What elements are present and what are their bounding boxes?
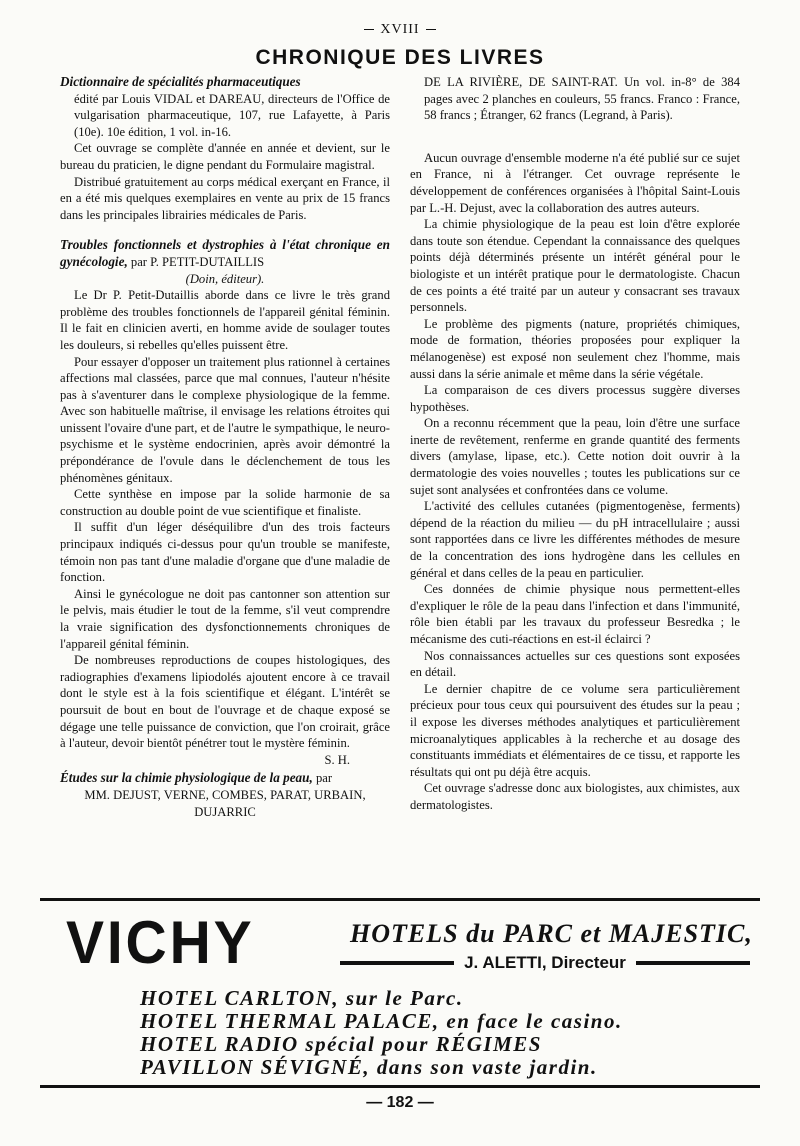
entry1-paragraph: Cet ouvrage se complète d'année en année et devient, sur le bureau du praticien, le digne pendant du Formulaire magistral.: [60, 141, 390, 172]
entry2-paragraph: Pour essayer d'opposer un traitement plus rationnel à certaines affections mal classées, parce que mal connues, l'auteur n'hésite pas à s'aventurer dans le complexe physiologique de la femme. Avec son habituelle maîtrise, il envisage les relations étroites qui unissent l'ovaire d'une part, et de l'autre le sympathique, le neuro-psychisme et le système endocrinien, après avoir démontré la prépondérance de l'ovule dans le déclenchement de tous les phénomènes génitaux.: [60, 354, 390, 485]
page-number: — 182 —: [366, 1094, 434, 1111]
ad-line: HOTEL THERMAL PALACE, en face le casino.: [140, 1009, 623, 1033]
ad-director: J. ALETTI, Directeur: [464, 953, 626, 972]
vichy-advertisement: [40, 898, 760, 1088]
entry3-paragraph: On a reconnu récemment que la peau, loin d'être une surface inerte de revêtement, renferme en grande quantité des ferments divers (amylase, lipase, etc.). Cette notion doit ouvrir à la dermatologie des voies nouvelles ; toutes les publications sur ce sujet sont analysées et confrontées dans ce volume.: [410, 416, 740, 497]
ad-line: HOTEL CARLTON, sur le Parc.: [140, 986, 464, 1010]
entry2-signature: S. H.: [324, 752, 350, 767]
entry3-paragraph: Aucun ouvrage d'ensemble moderne n'a été publié sur ce sujet en France, ni à l'étranger. Cet ouvrage représente le développement de conférences organisées à l'hôpital Saint-Louis par L.-H. Dejust, avec la collaboration des autres auteurs.: [410, 150, 740, 215]
entry3-meta: DE LA RIVIÈRE, DE SAINT-RAT. Un vol. in-8° de 384 pages avec 2 planches en couleurs, 55 francs. Franco : France, 58 francs ; Étranger, 62 francs (Legrand, à Paris).: [424, 75, 740, 123]
entry3-title: Études sur la chimie physiologique de la peau,: [60, 770, 313, 786]
ad-line: HOTEL RADIO spécial pour RÉGIMES: [140, 1032, 542, 1056]
entry2-paragraph: Le Dr P. Petit-Dutaillis aborde dans ce livre le très grand problème des troubles fonctionnels de l'appareil génital féminin. Il le fait en clinicien averti, en homme avide de soulager toutes les douleurs, si rebelles qu'elles puissent être.: [60, 288, 390, 352]
entry2-paragraph: De nombreuses reproductions de coupes histologiques, des radiographies d'examens lipiodolés ajoutent encore à ce travail dont le style est à la fois scientifique et élégant. L'intérêt se poursuit de bout en bout de l'ouvrage et de chaque exposé se dégage une telle puissance de conviction, que l'on croirait, grâce à l'auteur, devoir bientôt pénétrer tout le mystère féminin.: [60, 653, 390, 751]
entry1-title: Dictionnaire de spécialités pharmaceutiques: [60, 74, 301, 89]
rule-divider: [340, 961, 454, 965]
ad-director-line: [340, 953, 750, 973]
entry2-paragraph: Ainsi le gynécologue ne doit pas cantonner son attention sur le pelvis, mais étudier le tout de la femme, s'il veut comprendre la vraie signification des dysfonctionnements chroniques de l'appareil génital féminin.: [60, 586, 390, 651]
entry1-paragraph: Distribué gratuitement au corps médical exerçant en France, il en a été mis quelques exemplaires en vente au prix de 15 francs dans les principales librairies médicales de Paris.: [60, 174, 390, 222]
entry3-paragraph: La chimie physiologique de la peau est loin d'être explorée dans toute son étendue. Cependant la connaissance des quelques points déjà déterminés présente un intérêt général pour le biologiste et un intérêt pratique pour le dermatologiste. Chacun de ces points a été traité par un auteur y consacrant ses travaux personnels.: [410, 217, 740, 315]
left-column: [60, 74, 390, 820]
entry3-by: par: [315, 771, 333, 786]
entry1-meta: édité par Louis VIDAL et DAREAU, directeurs de l'Office de vulgarisation pharmaceutique, 107, rue Lafayette, à Paris (10e). 10e édition, 1 vol. in-16.: [74, 91, 390, 139]
right-column: [410, 74, 740, 820]
ad-hotels-title: HOTELS du PARC et MAJESTIC,: [350, 919, 753, 948]
ad-brand: VICHY: [66, 909, 255, 976]
page-roman-numeral: XVIII: [60, 22, 740, 40]
entry2-title: Troubles fonctionnels et dystrophies à l'état chronique en gynécologie,: [60, 237, 390, 269]
entry3-paragraph: Le problème des pigments (nature, propriétés chimiques, mode de formation, théories proposées pour expliquer la mélanogenèse) est exposé non seulement chez l'homme, mais aussi dans la série animale et même dans la série végétale.: [410, 316, 740, 381]
entry3-paragraph: Le dernier chapitre de ce volume sera particulièrement précieux pour tous ceux qui poursuivent des études sur la peau ; il expose les diverses méthodes analytiques et particulièrement microanalytiques applicables à la recherche et au dosage des constituants immédiats et élémentaires de ce tissu, et rapporte les résultats qui ont pu déjà être acquis.: [410, 681, 740, 779]
page: [60, 22, 740, 820]
entry2-publisher: (Doin, éditeur).: [185, 271, 265, 286]
ad-hotel-list: [140, 987, 623, 1079]
entry2-paragraph: Il suffit d'un léger déséquilibre d'un des trois facteurs principaux indiqués ci-dessus pour qu'un trouble se manifeste, témoin non pas tant d'une maladie d'organe que d'une maladie de fonction.: [60, 520, 390, 585]
entry3-paragraph: Ces données de chimie physique nous permettent-elles d'expliquer le rôle de la peau dans l'infection et dans l'immunité, rôle bien établi par les travaux du professeur Besredka ; le mécanisme des cuti-réactions en est-il éclairci ?: [410, 582, 740, 646]
entry3-paragraph: Cet ouvrage s'adresse donc aux biologistes, aux chimistes, aux dermatologistes.: [410, 781, 740, 812]
entry2-paragraph: Cette synthèse en impose par la solide harmonie de sa construction au double point de vue scientifique et finaliste.: [60, 487, 390, 518]
article-columns: [60, 74, 740, 820]
entry3-authors: MM. DEJUST, VERNE, COMBES, PARAT, URBAIN, DUJARRIC: [84, 787, 366, 819]
entry2-author: par P. PETIT-DUTAILLIS: [130, 254, 265, 269]
entry3-paragraph: L'activité des cellules cutanées (pigmentogenèse, ferments) dépend de la réaction du milieu — du pH intracellulaire ; aussi sont rapportées dans ce livre les différentes méthodes de mesure de la concentration des ions hydrogène dans les cellules en général et dans celles de la peau en particulier.: [410, 499, 740, 580]
entry3-paragraph: La comparaison de ces divers processus suggère diverses hypothèses.: [410, 383, 740, 414]
ad-line: PAVILLON SÉVIGNÉ, dans son vaste jardin.: [140, 1055, 598, 1079]
section-title: CHRONIQUE DES LIVRES: [255, 46, 545, 69]
entry3-paragraph: Nos connaissances actuelles sur ces questions sont exposées en détail.: [410, 648, 740, 680]
rule-divider: [636, 961, 750, 965]
